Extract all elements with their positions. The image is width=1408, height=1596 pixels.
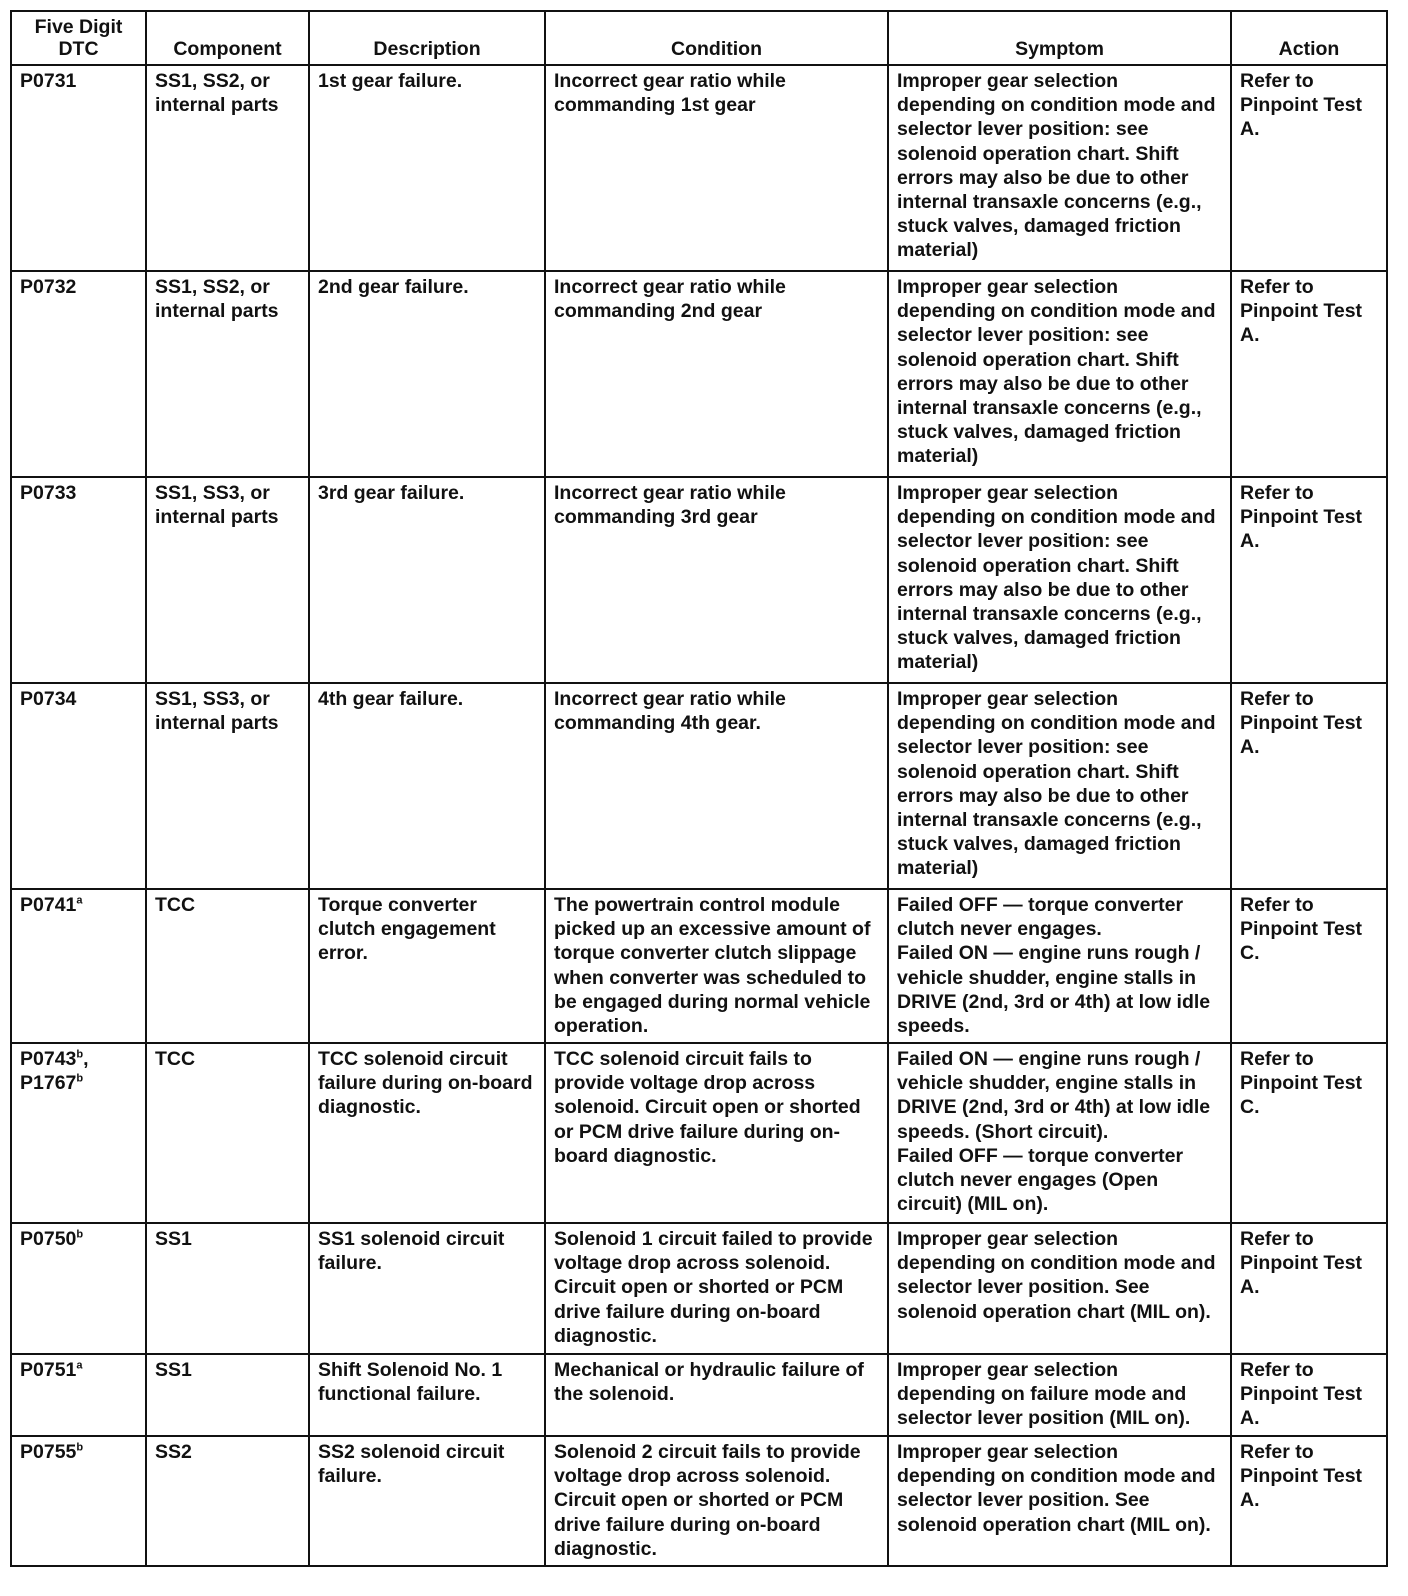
- description-cell: 3rd gear failure.: [309, 477, 545, 683]
- table-row: [11, 1354, 1387, 1436]
- footnote-marker: b: [76, 1441, 84, 1454]
- description-cell: 1st gear failure.: [309, 65, 545, 271]
- dtc-code-text: P1767: [20, 1072, 77, 1095]
- symptom-line: Improper gear selection depending on condition mode and selector lever position. See solenoid operation chart (MIL on).: [897, 1441, 1216, 1536]
- component-cell: SS1, SS3, or internal parts: [146, 477, 309, 683]
- document-page: [10, 10, 1398, 1567]
- header-dtc: [11, 11, 146, 65]
- component-cell: SS1, SS3, or internal parts: [146, 683, 309, 889]
- dtc-code-text: P0751: [20, 1359, 77, 1381]
- header-action: Action: [1231, 11, 1387, 65]
- dtc-code-text: P0733: [20, 482, 77, 504]
- dtc-cell: [11, 1043, 146, 1223]
- dtc-cell: [11, 683, 146, 889]
- dtc-cell: [11, 1354, 146, 1436]
- condition-cell: TCC solenoid circuit fails to provide voltage drop across solenoid. Circuit open or shorted or PCM drive failure during on-board diagnostic.: [545, 1043, 888, 1223]
- action-cell: Refer to Pinpoint Test A.: [1231, 65, 1387, 271]
- dtc-code: [20, 1227, 137, 1251]
- action-cell: Refer to Pinpoint Test A.: [1231, 271, 1387, 477]
- component-cell: SS1, SS2, or internal parts: [146, 65, 309, 271]
- symptom-cell: [888, 683, 1231, 889]
- action-cell: Refer to Pinpoint Test A.: [1231, 1354, 1387, 1436]
- action-cell: Refer to Pinpoint Test A.: [1231, 1436, 1387, 1566]
- dtc-cell: [11, 65, 146, 271]
- symptom-line: Improper gear selection depending on condition mode and selector lever position. See solenoid operation chart (MIL on).: [897, 1228, 1216, 1323]
- description-cell: Torque converter clutch engagement error.: [309, 889, 545, 1043]
- dtc-code-text: P0734: [20, 688, 77, 710]
- table-row: [11, 65, 1387, 271]
- dtc-cell: [11, 271, 146, 477]
- dtc-code: [20, 1440, 137, 1464]
- description-cell: Shift Solenoid No. 1 functional failure.: [309, 1354, 545, 1436]
- dtc-code: [20, 893, 137, 917]
- dtc-code: [20, 687, 137, 711]
- component-cell: TCC: [146, 1043, 309, 1223]
- condition-cell: Solenoid 1 circuit failed to provide voltage drop across solenoid. Circuit open or shorted or PCM drive failure during on-board diagnostic.: [545, 1223, 888, 1354]
- dtc-code-text: P0743: [20, 1048, 77, 1070]
- header-component: Component: [146, 11, 309, 65]
- action-cell: Refer to Pinpoint Test A.: [1231, 1223, 1387, 1354]
- component-cell: SS1: [146, 1223, 309, 1354]
- symptom-cell: [888, 65, 1231, 271]
- table-row: [11, 889, 1387, 1043]
- description-cell: 4th gear failure.: [309, 683, 545, 889]
- symptom-line: Improper gear selection depending on failure mode and selector lever position (MIL on).: [897, 1359, 1191, 1430]
- symptom-line: Failed OFF — torque converter clutch never engages (Open circuit) (MIL on).: [897, 1144, 1184, 1216]
- dtc-cell: [11, 477, 146, 683]
- table-body: [11, 65, 1387, 1566]
- header-condition: Condition: [545, 11, 888, 65]
- table-row: [11, 477, 1387, 683]
- symptom-cell: [888, 1354, 1231, 1436]
- condition-cell: Incorrect gear ratio while commanding 2nd gear: [545, 271, 888, 477]
- dtc-separator: ,: [83, 1048, 89, 1070]
- dtc-code-text: P0741: [20, 894, 77, 916]
- dtc-code: [20, 275, 137, 299]
- header-row: [11, 11, 1387, 65]
- description-cell: TCC solenoid circuit failure during on-board diagnostic.: [309, 1043, 545, 1223]
- footnote-marker: b: [76, 1228, 84, 1241]
- condition-cell: Incorrect gear ratio while commanding 1st gear: [545, 65, 888, 271]
- condition-cell: Incorrect gear ratio while commanding 3rd gear: [545, 477, 888, 683]
- condition-cell: Solenoid 2 circuit fails to provide voltage drop across solenoid. Circuit open or shorted or PCM drive failure during on-board diagnostic.: [545, 1436, 888, 1566]
- condition-cell: The powertrain control module picked up an excessive amount of torque converter clutch slippage when converter was scheduled to be engaged during normal vehicle operation.: [545, 889, 888, 1043]
- component-cell: SS1, SS2, or internal parts: [146, 271, 309, 477]
- footnote-marker: a: [76, 1359, 83, 1372]
- component-cell: SS2: [146, 1436, 309, 1566]
- symptom-line: Improper gear selection depending on condition mode and selector lever position: see solenoid operation chart. Shift errors may also be due to other internal transaxle concerns (e.g., stuck valves, damaged friction material): [897, 70, 1216, 262]
- dtc-cell: [11, 889, 146, 1043]
- header-dtc-line-1: Five Digit: [34, 16, 123, 38]
- symptom-cell: [888, 477, 1231, 683]
- dtc-code-text: P0755: [20, 1441, 77, 1463]
- action-cell: Refer to Pinpoint Test C.: [1231, 889, 1387, 1043]
- action-cell: Refer to Pinpoint Test A.: [1231, 477, 1387, 683]
- dtc-cell: [11, 1436, 146, 1566]
- table-row: [11, 1436, 1387, 1566]
- symptom-line: Failed OFF — torque converter clutch never engages.: [897, 894, 1184, 941]
- dtc-code: [20, 1071, 137, 1095]
- table-row: [11, 683, 1387, 889]
- action-cell: Refer to Pinpoint Test C.: [1231, 1043, 1387, 1223]
- description-cell: 2nd gear failure.: [309, 271, 545, 477]
- dtc-code: [20, 481, 137, 505]
- footnote-marker: b: [76, 1072, 84, 1085]
- dtc-cell: [11, 1223, 146, 1354]
- symptom-line: Improper gear selection depending on condition mode and selector lever position: see solenoid operation chart. Shift errors may also be due to other internal transaxle concerns (e.g., stuck valves, damaged friction material): [897, 688, 1216, 880]
- dtc-code-text: P0732: [20, 276, 77, 298]
- symptom-cell: [888, 1043, 1231, 1223]
- symptom-line: Improper gear selection depending on condition mode and selector lever position: see solenoid operation chart. Shift errors may also be due to other internal transaxle concerns (e.g., stuck valves, damaged friction material): [897, 276, 1216, 468]
- symptom-line: Failed ON — engine runs rough / vehicle shudder, engine stalls in DRIVE (2nd, 3rd or 4th) at low idle speeds.: [897, 942, 1211, 1038]
- header-symptom: Symptom: [888, 11, 1231, 65]
- symptom-cell: [888, 1436, 1231, 1566]
- symptom-line: Improper gear selection depending on condition mode and selector lever position: see solenoid operation chart. Shift errors may also be due to other internal transaxle concerns (e.g., stuck valves, damaged friction material): [897, 482, 1216, 674]
- dtc-code: [20, 69, 137, 93]
- symptom-cell: [888, 271, 1231, 477]
- description-cell: SS1 solenoid circuit failure.: [309, 1223, 545, 1354]
- action-cell: Refer to Pinpoint Test A.: [1231, 683, 1387, 889]
- header-description: Description: [309, 11, 545, 65]
- component-cell: TCC: [146, 889, 309, 1043]
- table-row: [11, 271, 1387, 477]
- component-cell: SS1: [146, 1354, 309, 1436]
- table-row: [11, 1223, 1387, 1354]
- symptom-cell: [888, 1223, 1231, 1354]
- footnote-marker: b: [76, 1048, 84, 1061]
- table-row: [11, 1043, 1387, 1223]
- table-header: [11, 11, 1387, 65]
- dtc-table: [10, 10, 1388, 1567]
- dtc-code: [20, 1358, 137, 1382]
- header-dtc-line-2: DTC: [58, 38, 99, 60]
- footnote-marker: a: [76, 894, 83, 907]
- dtc-code: [20, 1047, 137, 1071]
- description-cell: SS2 solenoid circuit failure.: [309, 1436, 545, 1566]
- symptom-cell: [888, 889, 1231, 1043]
- dtc-code-text: P0731: [20, 70, 77, 92]
- condition-cell: Incorrect gear ratio while commanding 4th gear.: [545, 683, 888, 889]
- symptom-line: Failed ON — engine runs rough / vehicle shudder, engine stalls in DRIVE (2nd, 3rd or 4th) at low idle speeds. (Short circuit).: [897, 1048, 1211, 1143]
- dtc-code-text: P0750: [20, 1228, 77, 1250]
- condition-cell: Mechanical or hydraulic failure of the solenoid.: [545, 1354, 888, 1436]
